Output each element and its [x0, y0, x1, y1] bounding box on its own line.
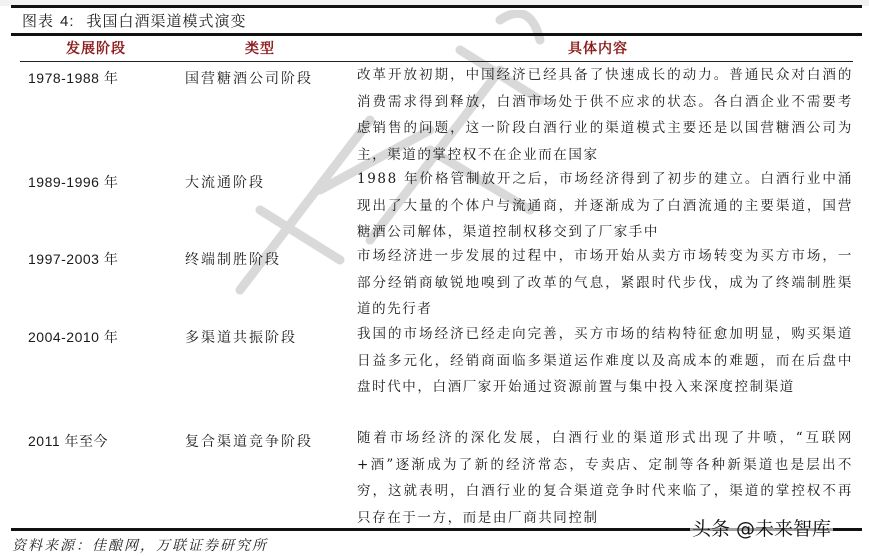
period-cell: 1978-1988 年: [28, 70, 119, 86]
figure-label: 图表: [22, 12, 55, 30]
type-cell: 大流通阶段: [185, 175, 265, 191]
header-rule: [11, 33, 862, 36]
corner-watermark: 头条 @未来智库: [690, 514, 833, 541]
period-cell: 2011 年至今: [28, 433, 108, 449]
content-cell: 1988 年价格管制放开之后，市场经济得到了初步的建立。白酒行业中涌现出了大量的个体户与流通商，并逐渐成为了白酒流通的主要渠道，国营糖酒公司解体，渠道控制权移交到了厂家手中: [357, 171, 853, 240]
figure-number: 4:: [60, 13, 75, 30]
period-cell: 1989-1996 年: [28, 174, 119, 190]
content-cell: 市场经济进一步发展的过程中，市场开始从卖方市场转变为买方市场，一部分经销商敏锐地嗅到了改革的气息，紧跟时代步伐，成为了终端制胜渠道的先行者: [357, 248, 853, 317]
type-cell: 复合渠道竞争阶段: [185, 434, 313, 450]
content-cell: 随着市场经济的深化发展，白酒行业的渠道形式出现了井喷，“互联网+酒”逐渐成为了新的经济常态，专卖店、定制等各种新渠道也是层出不穷，这就表明，白酒行业的复合渠道竞争时代来临了，渠道的掌控权不再只存在于一方，而是由厂商共同控制: [357, 430, 853, 526]
column-header-type: 类型: [245, 41, 275, 57]
column-header-period: 发展阶段: [66, 41, 126, 57]
content-cell: 我国的市场经济已经走向完善，买方市场的结构特征愈加明显，购买渠道日益多元化，经销商面临多渠道运作难度以及高成本的难题，而在后盘中盘时代中，白酒厂家开始通过资源前置与集中投入来深度控制渠道: [357, 326, 853, 395]
content-cell: 改革开放初期，中国经济已经具备了快速成长的动力。普通民众对白酒的消费需求得到释放，白酒市场处于供不应求的状态。各白酒企业不需要考虑销售的问题，这一阶段白酒行业的渠道模式主要还是以国营糖酒公司为主，渠道的掌控权不在企业而在国家: [357, 67, 853, 163]
column-header-content: 具体内容: [568, 41, 628, 57]
period-cell: 2004-2010 年: [28, 329, 119, 345]
period-cell: 1997-2003 年: [28, 251, 119, 267]
type-cell: 多渠道共振阶段: [185, 330, 297, 346]
top-rule: [11, 5, 862, 8]
type-cell: 国营糖酒公司阶段: [185, 71, 313, 87]
type-cell: 终端制胜阶段: [185, 252, 281, 268]
figure-title-text: 我国白酒渠道模式演变: [86, 12, 247, 30]
figure-title: [22, 10, 247, 31]
source-note: 资料来源：佳酿网，万联证券研究所: [12, 538, 268, 554]
